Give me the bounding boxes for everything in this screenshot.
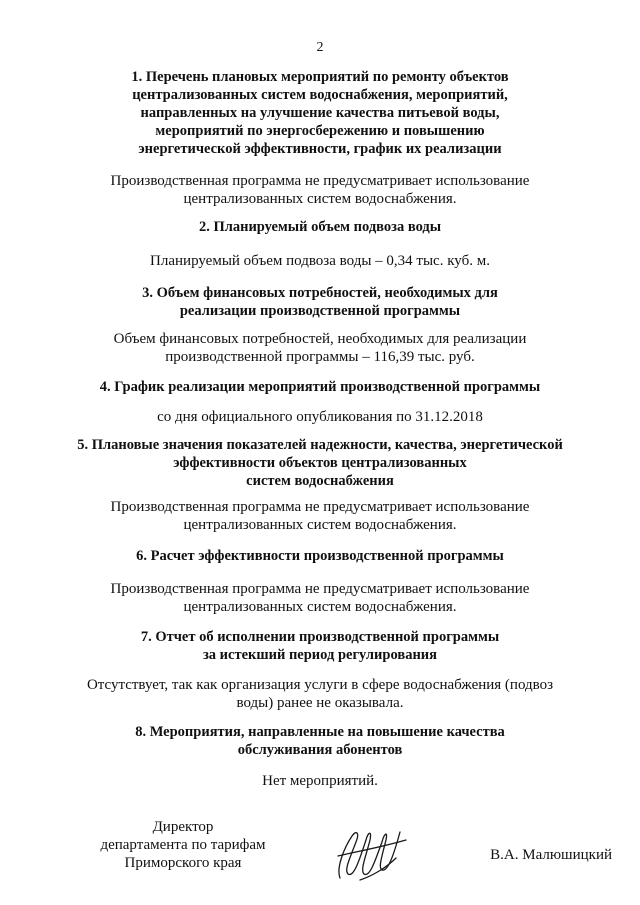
section-2-heading: 2. Планируемый объем подвоза воды bbox=[198, 219, 442, 235]
signatory-name: В.А. Малюшицкий bbox=[490, 847, 612, 863]
section-3-heading: 3. Объем финансовых потребностей, необходимых для реализации производственной программы bbox=[142, 285, 498, 319]
section-6-heading: 6. Расчет эффективности производственной программы bbox=[136, 548, 504, 564]
section-3-body: Объем финансовых потребностей, необходимых для реализации производственной программы – 116,39 тыс. руб. bbox=[113, 331, 527, 365]
section-5-body: Производственная программа не предусматривает использование централизованных систем водоснабжения. bbox=[110, 499, 530, 533]
section-4-body: со дня официального опубликования по 31.12.2018 bbox=[157, 409, 483, 425]
section-7-heading: 7. Отчет об исполнении производственной программы за истекший период регулирования bbox=[140, 629, 500, 663]
handwritten-signature bbox=[330, 818, 410, 888]
signatory-title: Директор департамента по тарифам Приморского края bbox=[100, 819, 266, 871]
section-6-body: Производственная программа не предусматривает использование централизованных систем водоснабжения. bbox=[110, 581, 530, 615]
section-5-heading: 5. Плановые значения показателей надежности, качества, энергетической эффективности объектов централизованных систем водоснабжения bbox=[77, 437, 563, 489]
section-4-heading: 4. График реализации мероприятий производственной программы bbox=[99, 379, 541, 395]
section-7-body: Отсутствует, так как организация услуги в сфере водоснабжения (подвоз воды) ранее не оказывала. bbox=[86, 677, 554, 711]
section-8-body: Нет мероприятий. bbox=[262, 773, 378, 789]
section-8-heading: 8. Мероприятия, направленные на повышение качества обслуживания абонентов bbox=[135, 724, 505, 758]
page-number: 2 bbox=[316, 40, 324, 55]
section-1-body: Производственная программа не предусматривает использование централизованных систем водоснабжения. bbox=[110, 173, 530, 207]
section-2-body: Планируемый объем подвоза воды – 0,34 тыс. куб. м. bbox=[150, 253, 490, 269]
section-1-heading: 1. Перечень плановых мероприятий по ремонту объектов централизованных систем водоснабжения, мероприятий, направленных на улучшение качества питьевой воды, мероприятий по энергосбережению и повышению энергетической эффективности, график их реализации bbox=[131, 69, 509, 157]
